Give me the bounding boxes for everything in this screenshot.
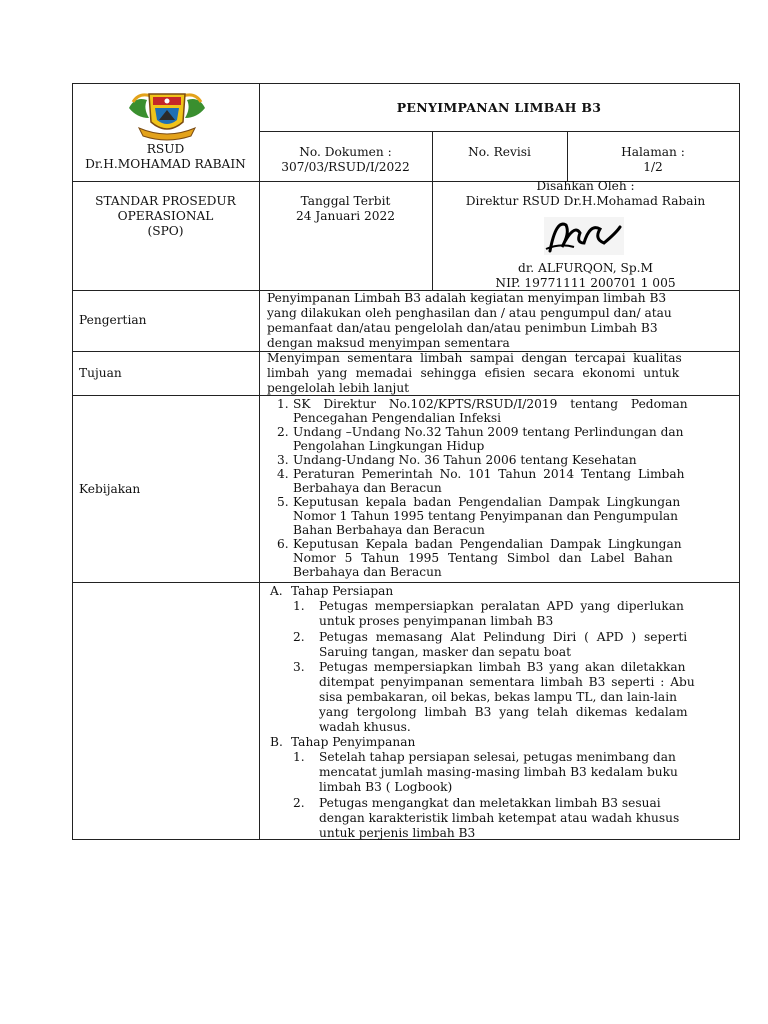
pengertian-line: dengan maksud menyimpan sementara: [267, 336, 510, 350]
policy-line: Undang –Undang No.32 Tahun 2009 tentang Perlindungan dan: [293, 425, 684, 439]
issue-date-value: 24 Januari 2022: [295, 209, 396, 223]
step-number: 1.: [293, 599, 305, 613]
step-line: Petugas mengangkat dan meletakkan limbah B3 sesuai: [319, 796, 661, 810]
grid-line: [72, 83, 740, 84]
spo-line3: (SPO): [147, 224, 184, 238]
policy-line: SK Direktur No.102/KPTS/RSUD/I/2019 tentang Pedoman: [293, 397, 688, 411]
policy-line: Undang-Undang No. 36 Tahun 2006 tentang Kesehatan: [293, 453, 637, 467]
director-signature: [540, 213, 630, 259]
policy-number: 1.: [277, 397, 289, 411]
step-line: Petugas mempersiapkan limbah B3 yang akan diletakkan: [319, 660, 686, 674]
document-title: PENYIMPANAN LIMBAH B3: [396, 100, 602, 115]
step-line: wadah khusus.: [319, 720, 411, 734]
pengertian-line: yang dilakukan oleh penghasilan dan / atau pengumpul dan/ atau: [267, 306, 672, 320]
section-heading: Tahap Penyimpanan: [291, 735, 416, 749]
doc-number-value: 307/03/RSUD/I/2022: [281, 160, 410, 174]
policy-number: 3.: [277, 453, 289, 467]
policy-line: Berbahaya dan Beracun: [293, 481, 442, 495]
step-line: Petugas mempersiapkan peralatan APD yang diperlukan: [319, 599, 684, 613]
tujuan-line: Menyimpan sementara limbah sampai dengan tercapai kualitas: [267, 351, 682, 365]
pengertian-label: Pengertian: [79, 313, 147, 327]
step-line: Saruing tangan, masker dan sepatu boat: [319, 645, 572, 659]
kebijakan-label: Kebijakan: [79, 482, 141, 496]
step-line: ditempat penyimpanan sementara limbah B3 seperti : Abu: [319, 675, 695, 689]
section-letter: A.: [270, 584, 283, 598]
policy-line: Pengolahan Lingkungan Hidup: [293, 439, 485, 453]
tujuan-line: pengelolah lebih lanjut: [267, 381, 410, 395]
policy-line: Keputusan kepala badan Pengendalian Dampak Lingkungan: [293, 495, 681, 509]
pengertian-line: pemanfaat dan/atau pengelolah dan/atau penimbun Limbah B3: [267, 321, 658, 335]
approved-by-label: Disahkan Oleh :: [536, 179, 635, 193]
policy-line: Nomor 1 Tahun 1995 tentang Penyimpanan dan Pengumpulan: [293, 509, 678, 523]
section-heading: Tahap Persiapan: [291, 584, 394, 598]
step-line: limbah B3 ( Logbook): [319, 780, 453, 794]
step-line: untuk perjenis limbah B3: [319, 826, 476, 840]
step-line: Setelah tahap persiapan selesai, petugas menimbang dan: [319, 750, 676, 764]
policy-line: Berbahaya dan Beracun: [293, 565, 442, 579]
tujuan-label: Tujuan: [79, 366, 122, 380]
policy-line: Nomor 5 Tahun 1995 Tentang Simbol dan Label Bahan: [293, 551, 673, 565]
policy-line: Pencegahan Pengendalian Infeksi: [293, 411, 502, 425]
policy-number: 2.: [277, 425, 289, 439]
pengertian-line: Penyimpanan Limbah B3 adalah kegiatan menyimpan limbah B3: [267, 291, 667, 305]
grid-line: [259, 131, 740, 132]
step-line: yang tergolong limbah B3 yang telah dikemas kedalam: [319, 705, 688, 719]
section-letter: B.: [270, 735, 283, 749]
policy-line: Keputusan Kepala badan Pengendalian Dampak Lingkungan: [293, 537, 682, 551]
step-line: mencatat jumlah masing-masing limbah B3 kedalam buku: [319, 765, 678, 779]
hospital-name-line2: Dr.H.MOHAMAD RABAIN: [85, 157, 246, 171]
step-number: 2.: [293, 796, 305, 810]
hospital-name-line1: RSUD: [146, 142, 185, 156]
policy-number: 4.: [277, 467, 289, 481]
step-line: untuk proses penyimpanan limbah B3: [319, 614, 554, 628]
step-number: 1.: [293, 750, 305, 764]
page-label: Halaman :: [621, 145, 685, 159]
spo-line2: OPERASIONAL: [117, 209, 214, 223]
policy-number: 5.: [277, 495, 289, 509]
policy-line: Bahan Berbahaya dan Beracun: [293, 523, 485, 537]
policy-number: 6.: [277, 537, 289, 551]
spo-line1: STANDAR PROSEDUR: [95, 194, 236, 208]
hospital-emblem-logo: [125, 88, 209, 142]
signer-nip: NIP. 19771111 200701 1 005: [495, 276, 676, 290]
step-line: dengan karakteristik limbah ketempat atau wadah khusus: [319, 811, 680, 825]
policy-line: Peraturan Pemerintah No. 101 Tahun 2014 Tentang Limbah: [293, 467, 685, 481]
step-number: 2.: [293, 630, 305, 644]
step-line: sisa pembakaran, oil bekas, bekas lampu TL, dan lain-lain: [319, 690, 677, 704]
step-line: Petugas memasang Alat Pelindung Diri ( APD ) seperti: [319, 630, 688, 644]
issue-date-label: Tanggal Terbit: [300, 194, 391, 208]
page-value: 1/2: [643, 160, 663, 174]
grid-line: [739, 83, 740, 840]
revision-label: No. Revisi: [468, 145, 531, 159]
step-number: 3.: [293, 660, 305, 674]
approved-by-title: Direktur RSUD Dr.H.Mohamad Rabain: [465, 194, 706, 208]
doc-number-label: No. Dokumen :: [299, 145, 392, 159]
signer-name: dr. ALFURQON, Sp.M: [518, 261, 653, 275]
grid-line: [72, 582, 740, 583]
tujuan-line: limbah yang memadai sehingga efisien secara ekonomi untuk: [267, 366, 680, 380]
